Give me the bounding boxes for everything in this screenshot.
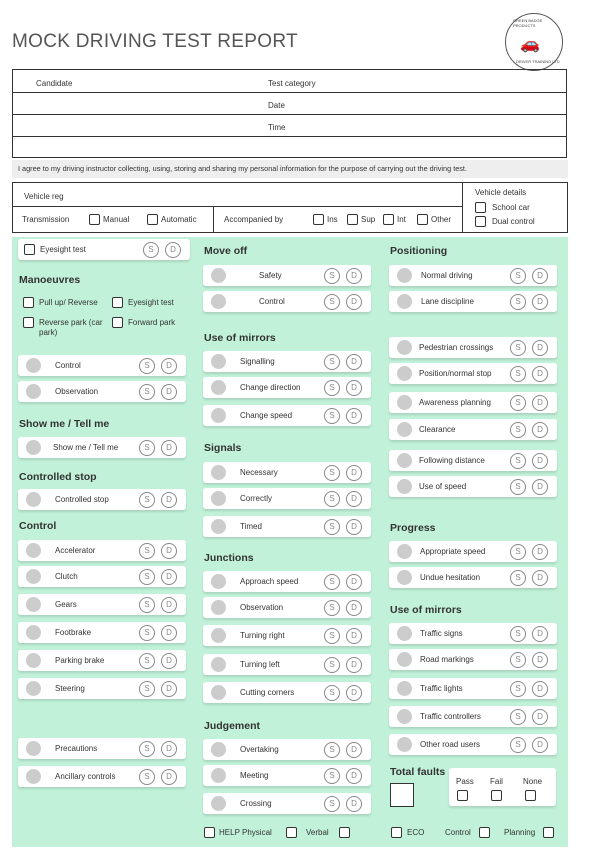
help-checkbox[interactable] xyxy=(204,827,215,838)
fault-circle-icon[interactable] xyxy=(211,657,226,672)
fault-circle-icon[interactable] xyxy=(26,358,41,373)
junctions-heading: Junctions xyxy=(204,552,254,564)
serious-fault-button[interactable]: S xyxy=(510,709,526,725)
driving-skill-row xyxy=(389,419,557,440)
judgement-row xyxy=(203,739,371,760)
dangerous-fault-button[interactable]: D xyxy=(161,681,177,697)
dangerous-fault-button[interactable]: D xyxy=(346,796,362,812)
serious-fault-button[interactable]: S xyxy=(510,737,526,753)
progress-heading: Progress xyxy=(390,522,436,534)
extra-control-row xyxy=(18,766,186,787)
accompanied-label: Accompanied by xyxy=(224,215,284,224)
dangerous-fault-button[interactable]: D xyxy=(161,440,177,456)
row-label: Overtaking xyxy=(240,745,279,754)
logo-top-text: GREEN BADGE PRODUCTS xyxy=(513,18,543,28)
dual-control-label: Dual control xyxy=(492,217,535,226)
mirrors-row xyxy=(203,377,371,398)
extra-control-row xyxy=(18,738,186,759)
dangerous-fault-button[interactable]: D xyxy=(346,600,362,616)
none-checkbox[interactable] xyxy=(525,790,536,801)
progress-row xyxy=(389,541,557,562)
dangerous-fault-button[interactable]: D xyxy=(532,570,548,586)
fault-circle-icon[interactable] xyxy=(397,652,412,667)
reverse-park-checkbox[interactable] xyxy=(23,317,34,328)
positioning-row xyxy=(389,291,557,312)
dangerous-fault-button[interactable]: D xyxy=(532,453,548,469)
serious-fault-button[interactable]: S xyxy=(324,519,340,535)
fault-circle-icon[interactable] xyxy=(211,600,226,615)
use-of-mirrors-heading: Use of mirrors xyxy=(204,332,276,344)
date-label: Date xyxy=(268,101,285,110)
dangerous-fault-button[interactable]: D xyxy=(346,268,362,284)
date-row[interactable] xyxy=(13,92,566,115)
dangerous-fault-button[interactable]: D xyxy=(532,681,548,697)
dangerous-fault-button[interactable]: D xyxy=(165,242,181,258)
dangerous-fault-button[interactable]: D xyxy=(532,294,548,310)
fault-circle-icon[interactable] xyxy=(26,597,41,612)
fault-circle-icon[interactable] xyxy=(26,384,41,399)
fault-circle-icon[interactable] xyxy=(211,685,226,700)
serious-fault-button[interactable]: S xyxy=(139,384,155,400)
dangerous-fault-button[interactable]: D xyxy=(532,709,548,725)
row-label: Necessary xyxy=(240,468,278,477)
int-label: Int xyxy=(397,215,406,224)
serious-fault-button[interactable]: S xyxy=(139,543,155,559)
controlled-stop-heading: Controlled stop xyxy=(19,471,97,483)
dangerous-fault-button[interactable]: D xyxy=(161,597,177,613)
company-logo xyxy=(505,13,563,71)
fault-circle-icon[interactable] xyxy=(26,681,41,696)
dangerous-fault-button[interactable]: D xyxy=(161,769,177,785)
fault-circle-icon[interactable] xyxy=(397,479,412,494)
planning-label: Planning xyxy=(504,828,536,837)
fault-circle-icon[interactable] xyxy=(26,625,41,640)
control-row xyxy=(18,678,186,699)
row-label: Signalling xyxy=(240,357,275,366)
fault-circle-icon[interactable] xyxy=(26,543,41,558)
row-label: Meeting xyxy=(240,771,269,780)
serious-fault-button[interactable]: S xyxy=(510,479,526,495)
row-label: Gears xyxy=(55,600,77,609)
serious-fault-button[interactable]: S xyxy=(510,422,526,438)
fault-circle-icon[interactable] xyxy=(397,737,412,752)
fault-circle-icon[interactable] xyxy=(397,453,412,468)
signals-row xyxy=(203,516,371,537)
serious-fault-button[interactable]: S xyxy=(510,268,526,284)
none-label: None xyxy=(523,777,543,786)
row-label: Correctly xyxy=(240,494,273,503)
dangerous-fault-button[interactable]: D xyxy=(532,626,548,642)
dangerous-fault-button[interactable]: D xyxy=(532,268,548,284)
vehicle-reg-label: Vehicle reg xyxy=(24,192,64,201)
int-checkbox[interactable] xyxy=(383,214,394,225)
row-label: Change direction xyxy=(240,383,301,392)
dangerous-fault-button[interactable]: D xyxy=(532,422,548,438)
row-label: Eyesight test xyxy=(40,245,86,254)
serious-fault-button[interactable]: S xyxy=(324,768,340,784)
show-me-tell-me-row xyxy=(18,437,186,458)
reverse-park-label: Reverse park (car park) xyxy=(39,318,103,337)
row-label: Parking brake xyxy=(55,656,105,665)
test-category-label: Test category xyxy=(268,79,316,88)
fault-circle-icon[interactable] xyxy=(211,465,226,480)
serious-fault-button[interactable]: S xyxy=(510,453,526,469)
row-label: Traffic signs xyxy=(420,629,463,638)
dangerous-fault-button[interactable]: D xyxy=(161,569,177,585)
dangerous-fault-button[interactable]: D xyxy=(161,741,177,757)
dangerous-fault-button[interactable]: D xyxy=(346,491,362,507)
consent-statement: I agree to my driving instructor collecting, using, storing and sharing my personal information for the purpose of carrying out the driving test. xyxy=(12,160,568,178)
other-label: Other xyxy=(431,215,452,224)
serious-fault-button[interactable]: S xyxy=(510,570,526,586)
junctions-row xyxy=(203,597,371,618)
automatic-checkbox[interactable] xyxy=(147,214,158,225)
eco-checkbox[interactable] xyxy=(391,827,402,838)
serious-fault-button[interactable]: S xyxy=(139,358,155,374)
fault-circle-icon[interactable] xyxy=(211,742,226,757)
fault-circle-icon[interactable] xyxy=(397,681,412,696)
row-label: Steering xyxy=(55,684,85,693)
fault-circle-icon[interactable] xyxy=(397,395,412,410)
sup-checkbox[interactable] xyxy=(347,214,358,225)
serious-fault-button[interactable]: S xyxy=(324,354,340,370)
fault-circle-icon[interactable] xyxy=(397,626,412,641)
fault-circle-icon[interactable] xyxy=(211,380,226,395)
candidate-label: Candidate xyxy=(36,79,73,88)
fault-circle-icon[interactable] xyxy=(211,354,226,369)
mirrors-2-row xyxy=(389,623,557,644)
serious-fault-button[interactable]: S xyxy=(139,625,155,641)
candidate-row[interactable] xyxy=(13,70,566,93)
fault-circle-icon[interactable] xyxy=(397,366,412,381)
planning-checkbox[interactable] xyxy=(543,827,554,838)
serious-fault-button[interactable]: S xyxy=(510,340,526,356)
positioning-heading: Positioning xyxy=(390,245,448,257)
dangerous-fault-button[interactable]: D xyxy=(161,543,177,559)
dangerous-fault-button[interactable]: D xyxy=(532,652,548,668)
serious-fault-button[interactable]: S xyxy=(324,465,340,481)
fault-circle-icon[interactable] xyxy=(211,796,226,811)
total-faults-heading: Total faults xyxy=(390,766,446,778)
fault-circle-icon[interactable] xyxy=(397,294,412,309)
transmission-label: Transmission xyxy=(22,215,70,224)
row-label: Use of speed xyxy=(419,482,467,491)
other-checkbox[interactable] xyxy=(417,214,428,225)
fault-circle-icon[interactable] xyxy=(211,294,226,309)
move-off-row xyxy=(203,265,371,286)
signals-row xyxy=(203,488,371,509)
serious-fault-button[interactable]: S xyxy=(324,574,340,590)
row-label: Lane discipline xyxy=(421,297,474,306)
row-label: Awareness planning xyxy=(419,398,491,407)
row-label: Other road users xyxy=(420,740,481,749)
dangerous-fault-button[interactable]: D xyxy=(532,479,548,495)
serious-fault-button[interactable]: S xyxy=(139,597,155,613)
dangerous-fault-button[interactable]: D xyxy=(346,294,362,310)
row-label: Footbrake xyxy=(55,628,92,637)
row-label: Traffic lights xyxy=(420,684,463,693)
junctions-row xyxy=(203,654,371,675)
row-label: Pedestrian crossings xyxy=(419,343,494,352)
serious-fault-button[interactable]: S xyxy=(510,681,526,697)
eco-label: ECO xyxy=(407,828,425,837)
row-label: Clearance xyxy=(419,425,456,434)
mirrors-2-row xyxy=(389,649,557,670)
serious-fault-button[interactable]: S xyxy=(510,366,526,382)
eyesight-test-row xyxy=(18,239,190,260)
fault-circle-icon[interactable] xyxy=(211,268,226,283)
row-label: Approach speed xyxy=(240,577,299,586)
serious-fault-button[interactable]: S xyxy=(324,657,340,673)
control-row xyxy=(18,594,186,615)
row-label: Change speed xyxy=(240,411,293,420)
control-row xyxy=(18,540,186,561)
dangerous-fault-button[interactable]: D xyxy=(346,685,362,701)
serious-fault-button[interactable]: S xyxy=(324,742,340,758)
fault-circle-icon[interactable] xyxy=(26,492,41,507)
row-label: Position/normal stop xyxy=(419,369,492,378)
serious-fault-button[interactable]: S xyxy=(324,408,340,424)
row-label: Observation xyxy=(55,387,99,396)
row-label: Crossing xyxy=(240,799,272,808)
control-row xyxy=(18,650,186,671)
dangerous-fault-button[interactable]: D xyxy=(346,380,362,396)
fault-circle-icon[interactable] xyxy=(397,570,412,585)
fault-circle-icon[interactable] xyxy=(397,340,412,355)
serious-fault-button[interactable]: S xyxy=(139,769,155,785)
fault-circle-icon[interactable] xyxy=(26,569,41,584)
mirrors-row xyxy=(203,405,371,426)
fail-label: Fail xyxy=(490,777,503,786)
dangerous-fault-button[interactable]: D xyxy=(532,340,548,356)
driving-skill-row xyxy=(389,450,557,471)
mirrors-2-row xyxy=(389,734,557,755)
row-label: Undue hesitation xyxy=(420,573,481,582)
fault-circle-icon[interactable] xyxy=(211,408,226,423)
eyesight-test-option-label: Eyesight test xyxy=(128,298,174,307)
positioning-row xyxy=(389,265,557,286)
row-label: Road markings xyxy=(420,655,474,664)
school-car-label: School car xyxy=(492,203,530,212)
mirrors-2-row xyxy=(389,706,557,727)
pass-label: Pass xyxy=(456,777,474,786)
dangerous-fault-button[interactable]: D xyxy=(161,625,177,641)
sup-label: Sup xyxy=(361,215,376,224)
ins-checkbox[interactable] xyxy=(313,214,324,225)
row-label: Following distance xyxy=(419,456,485,465)
fault-circle-icon[interactable] xyxy=(397,709,412,724)
driving-skill-row xyxy=(389,337,557,358)
manual-label: Manual xyxy=(103,215,130,224)
row-label: Control xyxy=(55,361,81,370)
row-label: Timed xyxy=(240,522,262,531)
dangerous-fault-button[interactable]: D xyxy=(346,408,362,424)
dangerous-fault-button[interactable]: D xyxy=(346,742,362,758)
control-heading: Control xyxy=(19,520,57,532)
help-label: HELP xyxy=(219,828,240,837)
control-label: Control xyxy=(445,828,471,837)
row-label: Turning left xyxy=(240,660,280,669)
use-of-mirrors-2-heading: Use of mirrors xyxy=(390,604,462,616)
time-label: Time xyxy=(268,123,286,132)
row-label: Controlled stop xyxy=(55,495,109,504)
total-faults-input[interactable] xyxy=(390,783,414,807)
dangerous-fault-button[interactable]: D xyxy=(346,628,362,644)
school-car-checkbox[interactable] xyxy=(475,202,486,213)
judgement-row xyxy=(203,765,371,786)
control-row xyxy=(18,622,186,643)
dual-control-checkbox[interactable] xyxy=(475,216,486,227)
junctions-row xyxy=(203,625,371,646)
manual-checkbox[interactable] xyxy=(89,214,100,225)
fault-circle-icon[interactable] xyxy=(26,741,41,756)
fault-circle-icon[interactable] xyxy=(397,268,412,283)
mirrors-row xyxy=(203,351,371,372)
row-label: Traffic controllers xyxy=(420,712,481,721)
serious-fault-button[interactable]: S xyxy=(139,681,155,697)
move-off-row xyxy=(203,291,371,312)
fault-circle-icon[interactable] xyxy=(397,544,412,559)
move-off-heading: Move off xyxy=(204,245,248,257)
automatic-label: Automatic xyxy=(161,215,197,224)
dangerous-fault-button[interactable]: D xyxy=(161,492,177,508)
ins-label: Ins xyxy=(327,215,338,224)
dangerous-fault-button[interactable]: D xyxy=(346,465,362,481)
serious-fault-button[interactable]: S xyxy=(510,544,526,560)
row-label: Turning right xyxy=(240,631,285,640)
fault-circle-icon[interactable] xyxy=(211,491,226,506)
row-label: Control xyxy=(259,297,285,306)
dangerous-fault-button[interactable]: D xyxy=(532,544,548,560)
fault-circle-icon[interactable] xyxy=(211,519,226,534)
serious-fault-button[interactable]: S xyxy=(139,440,155,456)
fault-circle-icon[interactable] xyxy=(26,653,41,668)
vehicle-details-label: Vehicle details xyxy=(475,188,527,197)
signals-heading: Signals xyxy=(204,442,242,454)
row-label: Precautions xyxy=(55,744,98,753)
dangerous-fault-button[interactable]: D xyxy=(532,395,548,411)
junctions-row xyxy=(203,571,371,592)
row-label: Show me / Tell me xyxy=(53,443,119,452)
forward-park-label: Forward park xyxy=(128,318,176,327)
serious-fault-button[interactable]: S xyxy=(324,628,340,644)
row-label: Normal driving xyxy=(421,271,473,280)
serious-fault-button[interactable]: S xyxy=(324,268,340,284)
row-label: Accelerator xyxy=(55,546,96,555)
dangerous-fault-button[interactable]: D xyxy=(161,384,177,400)
dangerous-fault-button[interactable]: D xyxy=(161,653,177,669)
verbal-label: Verbal xyxy=(306,828,329,837)
fault-circle-icon[interactable] xyxy=(397,422,412,437)
row-label: Ancillary controls xyxy=(55,772,116,781)
driving-skill-row xyxy=(389,363,557,384)
forward-park-checkbox[interactable] xyxy=(112,317,123,328)
manoeuvre-row xyxy=(18,381,186,402)
fault-circle-icon[interactable] xyxy=(211,628,226,643)
dangerous-fault-button[interactable]: D xyxy=(346,768,362,784)
fault-circle-icon[interactable] xyxy=(211,574,226,589)
serious-fault-button[interactable]: S xyxy=(324,294,340,310)
candidate-details-table xyxy=(12,69,567,158)
eyesight-test-checkbox[interactable] xyxy=(24,244,35,255)
page-title: MOCK DRIVING TEST REPORT xyxy=(12,31,298,52)
driving-skill-row xyxy=(389,476,557,497)
vehicle-section xyxy=(12,182,568,233)
serious-fault-button[interactable]: S xyxy=(324,491,340,507)
mirrors-2-row xyxy=(389,678,557,699)
serious-fault-button[interactable]: S xyxy=(139,569,155,585)
serious-fault-button[interactable]: S xyxy=(324,380,340,396)
verbal-checkbox[interactable] xyxy=(339,827,350,838)
serious-fault-button[interactable]: S xyxy=(510,652,526,668)
dangerous-fault-button[interactable]: D xyxy=(346,657,362,673)
pass-checkbox[interactable] xyxy=(457,790,468,801)
manoeuvre-row xyxy=(18,355,186,376)
fault-circle-icon[interactable] xyxy=(211,768,226,783)
progress-row xyxy=(389,567,557,588)
control-row xyxy=(18,566,186,587)
control-checkbox[interactable] xyxy=(479,827,490,838)
row-label: Safety xyxy=(259,271,282,280)
row-label: Cutting corners xyxy=(240,688,295,697)
dangerous-fault-button[interactable]: D xyxy=(532,366,548,382)
signals-row xyxy=(203,462,371,483)
vehicle-reg-cell[interactable] xyxy=(13,183,463,207)
serious-fault-button[interactable]: S xyxy=(510,626,526,642)
serious-fault-button[interactable]: S xyxy=(324,796,340,812)
car-icon: 🚗 xyxy=(520,36,540,53)
physical-label: Physical xyxy=(242,828,272,837)
row-label: Clutch xyxy=(55,572,78,581)
judgement-heading: Judgement xyxy=(204,720,261,732)
serious-fault-button[interactable]: S xyxy=(510,395,526,411)
serious-fault-button[interactable]: S xyxy=(324,685,340,701)
dangerous-fault-button[interactable]: D xyxy=(346,519,362,535)
dangerous-fault-button[interactable]: D xyxy=(532,737,548,753)
fail-checkbox[interactable] xyxy=(491,790,502,801)
judgement-row xyxy=(203,793,371,814)
manoeuvres-heading: Manoeuvres xyxy=(19,274,81,286)
serious-fault-button[interactable]: S xyxy=(139,741,155,757)
fault-circle-icon[interactable] xyxy=(26,440,41,455)
junctions-row xyxy=(203,682,371,703)
time-row[interactable] xyxy=(13,114,566,137)
transmission-cell xyxy=(13,207,463,233)
pull-up-reverse-label: Pull up/ Reverse xyxy=(39,298,98,307)
serious-fault-button[interactable]: S xyxy=(143,242,159,258)
physical-checkbox[interactable] xyxy=(286,827,297,838)
serious-fault-button[interactable]: S xyxy=(324,600,340,616)
row-label: Appropriate speed xyxy=(420,547,486,556)
pull-up-reverse-checkbox[interactable] xyxy=(23,297,34,308)
fault-circle-icon[interactable] xyxy=(26,769,41,784)
row-label: Observation xyxy=(240,603,284,612)
dangerous-fault-button[interactable]: D xyxy=(346,354,362,370)
serious-fault-button[interactable]: S xyxy=(139,653,155,669)
controlled-stop-row xyxy=(18,489,186,510)
dangerous-fault-button[interactable]: D xyxy=(161,358,177,374)
driving-skill-row xyxy=(389,392,557,413)
show-me-tell-me-heading: Show me / Tell me xyxy=(19,418,110,430)
eyesight-test-option-checkbox[interactable] xyxy=(112,297,123,308)
dangerous-fault-button[interactable]: D xyxy=(346,574,362,590)
logo-bottom-text: DRIVER TRAINING LTD xyxy=(516,59,560,64)
serious-fault-button[interactable]: S xyxy=(139,492,155,508)
serious-fault-button[interactable]: S xyxy=(510,294,526,310)
